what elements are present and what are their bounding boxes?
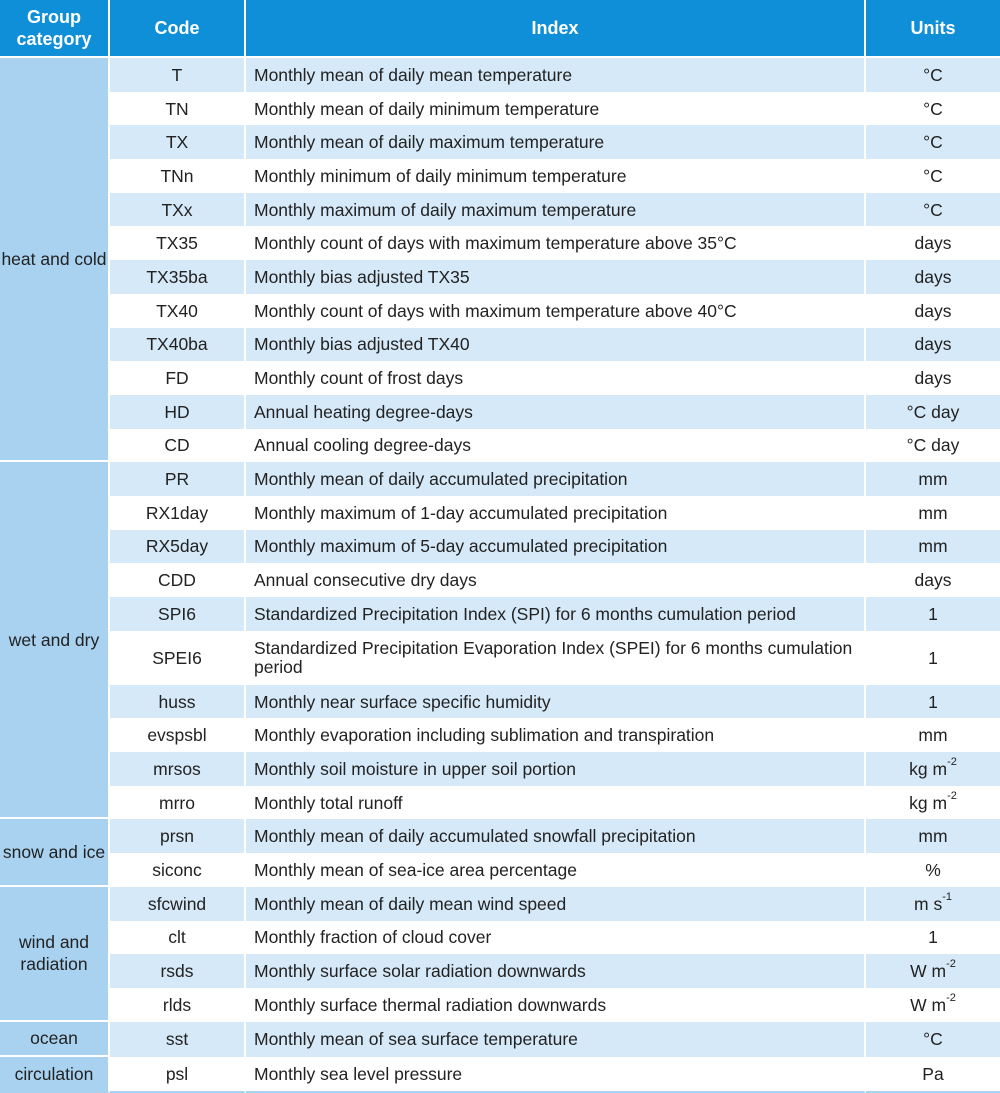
code-cell: mrro xyxy=(110,786,246,820)
index-cell: Monthly maximum of 1-day accumulated precipitation xyxy=(246,496,866,530)
index-cell: Monthly maximum of 5-day accumulated precipitation xyxy=(246,530,866,564)
table-row xyxy=(0,631,1000,685)
units-cell xyxy=(866,685,1000,719)
index-cell: Monthly near surface specific humidity xyxy=(246,685,866,719)
code-cell: prsn xyxy=(110,819,246,853)
unit-text: °C day xyxy=(906,435,960,456)
units-cell xyxy=(866,853,1000,887)
unit-text: Pa xyxy=(922,1064,944,1085)
unit-text: mm xyxy=(918,469,948,490)
unit-text: mm xyxy=(918,826,948,847)
unit-text: days xyxy=(914,233,952,254)
index-cell: Monthly minimum of daily minimum temperature xyxy=(246,159,866,193)
index-cell: Monthly count of days with maximum temperature above 40°C xyxy=(246,294,866,328)
unit-text: °C xyxy=(923,199,943,220)
index-cell: Monthly mean of daily maximum temperature xyxy=(246,125,866,159)
units-cell xyxy=(866,752,1000,786)
units-cell xyxy=(866,921,1000,955)
units-cell xyxy=(866,631,1000,685)
table-row xyxy=(0,260,1000,294)
table-row xyxy=(0,125,1000,159)
code-cell: PR xyxy=(110,462,246,496)
unit-text: m s xyxy=(914,893,943,914)
units-cell xyxy=(866,395,1000,429)
units-cell xyxy=(866,887,1000,921)
table-row xyxy=(0,92,1000,126)
table-row xyxy=(0,226,1000,260)
group-category-cell: circulation xyxy=(0,1057,110,1093)
code-cell: clt xyxy=(110,921,246,955)
index-cell: Monthly mean of sea-ice area percentage xyxy=(246,853,866,887)
unit-exponent: -2 xyxy=(946,991,956,1004)
header-code: Code xyxy=(110,0,246,58)
code-cell: sfcwind xyxy=(110,887,246,921)
unit-text: mm xyxy=(918,725,948,746)
table-row xyxy=(0,1022,1000,1058)
table-row xyxy=(0,328,1000,362)
unit-text: °C day xyxy=(906,401,960,422)
unit-text: °C xyxy=(923,132,943,153)
units-cell xyxy=(866,786,1000,820)
index-cell: Monthly surface thermal radiation downwards xyxy=(246,988,866,1022)
code-cell: CDD xyxy=(110,563,246,597)
units-cell xyxy=(866,125,1000,159)
unit-text: 1 xyxy=(928,603,938,624)
index-cell: Monthly mean of daily accumulated snowfall precipitation xyxy=(246,819,866,853)
units-cell xyxy=(866,819,1000,853)
code-cell: TN xyxy=(110,92,246,126)
table-row xyxy=(0,530,1000,564)
header-index: Index xyxy=(246,0,866,58)
code-cell: huss xyxy=(110,685,246,719)
units-cell xyxy=(866,159,1000,193)
table-row xyxy=(0,496,1000,530)
unit-exponent: -2 xyxy=(946,958,956,971)
code-cell: HD xyxy=(110,395,246,429)
index-cell: Monthly maximum of daily maximum temperature xyxy=(246,193,866,227)
code-cell: rlds xyxy=(110,988,246,1022)
table-body xyxy=(0,58,1000,1093)
unit-exponent: -2 xyxy=(947,789,957,802)
units-cell xyxy=(866,361,1000,395)
code-cell: TX40ba xyxy=(110,328,246,362)
code-cell: psl xyxy=(110,1057,246,1093)
index-cell: Monthly count of days with maximum temperature above 35°C xyxy=(246,226,866,260)
unit-text: days xyxy=(914,570,952,591)
units-cell xyxy=(866,530,1000,564)
table-row xyxy=(0,395,1000,429)
index-cell: Standardized Precipitation Index (SPI) for 6 months cumulation period xyxy=(246,597,866,631)
table-row xyxy=(0,887,1000,921)
units-cell xyxy=(866,58,1000,92)
header-units: Units xyxy=(866,0,1000,58)
table-row xyxy=(0,752,1000,786)
code-cell: TNn xyxy=(110,159,246,193)
unit-text: days xyxy=(914,300,952,321)
table-row xyxy=(0,159,1000,193)
code-cell: SPI6 xyxy=(110,597,246,631)
table-row xyxy=(0,429,1000,463)
code-cell: RX1day xyxy=(110,496,246,530)
table-row xyxy=(0,786,1000,820)
unit-text: °C xyxy=(923,64,943,85)
units-cell xyxy=(866,597,1000,631)
unit-text: % xyxy=(925,859,941,880)
index-cell: Annual cooling degree-days xyxy=(246,429,866,463)
units-cell xyxy=(866,92,1000,126)
group-category-cell: snow and ice xyxy=(0,819,110,886)
table-row xyxy=(0,597,1000,631)
table-row xyxy=(0,954,1000,988)
table-row xyxy=(0,58,1000,92)
unit-exponent: -1 xyxy=(942,890,952,903)
group-category-cell: wind and radiation xyxy=(0,887,110,1022)
table-row xyxy=(0,718,1000,752)
code-cell: TX35ba xyxy=(110,260,246,294)
index-cell: Monthly mean of daily mean temperature xyxy=(246,58,866,92)
units-cell xyxy=(866,429,1000,463)
table-row xyxy=(0,563,1000,597)
code-cell: TX35 xyxy=(110,226,246,260)
index-cell: Annual consecutive dry days xyxy=(246,563,866,597)
units-cell xyxy=(866,226,1000,260)
code-cell: TX40 xyxy=(110,294,246,328)
index-cell: Monthly mean of daily mean wind speed xyxy=(246,887,866,921)
units-cell xyxy=(866,328,1000,362)
unit-text: mm xyxy=(918,502,948,523)
index-cell: Monthly bias adjusted TX40 xyxy=(246,328,866,362)
units-cell xyxy=(866,294,1000,328)
units-cell xyxy=(866,193,1000,227)
index-cell: Monthly evaporation including sublimation and transpiration xyxy=(246,718,866,752)
unit-text: °C xyxy=(923,1029,943,1050)
unit-text: kg m xyxy=(909,792,948,813)
code-cell: sst xyxy=(110,1022,246,1058)
group-category-cell: wet and dry xyxy=(0,462,110,819)
unit-text: 1 xyxy=(928,691,938,712)
unit-exponent: -2 xyxy=(947,756,957,769)
unit-text: °C xyxy=(923,165,943,186)
units-cell xyxy=(866,718,1000,752)
unit-text: W m xyxy=(910,961,947,982)
units-cell xyxy=(866,462,1000,496)
code-cell: FD xyxy=(110,361,246,395)
table-row xyxy=(0,921,1000,955)
table-row xyxy=(0,819,1000,853)
table-row xyxy=(0,462,1000,496)
index-cell: Monthly surface solar radiation downwards xyxy=(246,954,866,988)
index-cell: Monthly mean of daily accumulated precipitation xyxy=(246,462,866,496)
code-cell: TXx xyxy=(110,193,246,227)
index-cell: Standardized Precipitation Evaporation Index (SPEI) for 6 months cumulation period xyxy=(246,631,866,685)
table-row xyxy=(0,193,1000,227)
index-cell: Monthly mean of daily minimum temperature xyxy=(246,92,866,126)
unit-text: days xyxy=(914,334,952,355)
units-cell xyxy=(866,260,1000,294)
unit-text: °C xyxy=(923,98,943,119)
unit-text: 1 xyxy=(928,927,938,948)
table-row xyxy=(0,988,1000,1022)
code-cell: siconc xyxy=(110,853,246,887)
table-row xyxy=(0,361,1000,395)
units-cell xyxy=(866,954,1000,988)
index-cell: Monthly mean of sea surface temperature xyxy=(246,1022,866,1058)
index-cell: Monthly count of frost days xyxy=(246,361,866,395)
code-cell: T xyxy=(110,58,246,92)
code-cell: evspsbl xyxy=(110,718,246,752)
index-cell: Monthly fraction of cloud cover xyxy=(246,921,866,955)
header-row xyxy=(0,0,1000,58)
table-row xyxy=(0,853,1000,887)
code-cell: RX5day xyxy=(110,530,246,564)
code-cell: rsds xyxy=(110,954,246,988)
table-row xyxy=(0,685,1000,719)
code-cell: CD xyxy=(110,429,246,463)
header-group-category: Group category xyxy=(0,0,110,58)
unit-text: W m xyxy=(910,994,947,1015)
code-cell: mrsos xyxy=(110,752,246,786)
group-category-cell: ocean xyxy=(0,1022,110,1058)
index-cell: Monthly sea level pressure xyxy=(246,1057,866,1093)
table-row xyxy=(0,294,1000,328)
unit-text: 1 xyxy=(928,647,938,668)
unit-text: kg m xyxy=(909,758,948,779)
index-cell: Monthly bias adjusted TX35 xyxy=(246,260,866,294)
units-cell xyxy=(866,496,1000,530)
unit-text: days xyxy=(914,368,952,389)
units-cell xyxy=(866,1022,1000,1058)
index-cell: Monthly total runoff xyxy=(246,786,866,820)
group-category-cell: heat and cold xyxy=(0,58,110,462)
index-cell: Monthly soil moisture in upper soil portion xyxy=(246,752,866,786)
units-cell xyxy=(866,988,1000,1022)
units-cell xyxy=(866,563,1000,597)
unit-text: mm xyxy=(918,536,948,557)
index-cell: Annual heating degree-days xyxy=(246,395,866,429)
unit-text: days xyxy=(914,266,952,287)
code-cell: TX xyxy=(110,125,246,159)
code-cell: SPEI6 xyxy=(110,631,246,685)
